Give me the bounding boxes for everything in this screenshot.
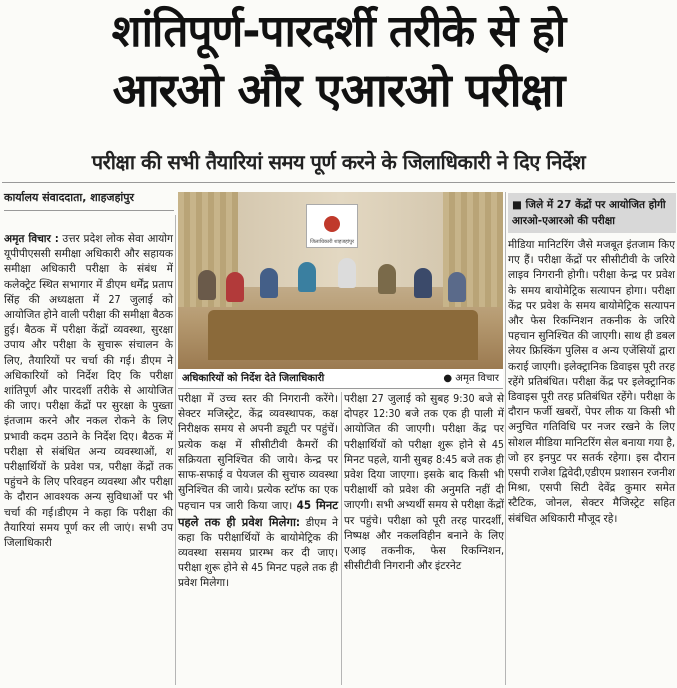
column-3-text: परीक्षा 27 जुलाई को सुबह 9:30 बजे से दोपहर 12:30 बजे तक एक ही पाली में आयोजित की जाएगी। परीक्षा केंद्र पर परीक्षार्थियों को परीक्षा शुरू होने से 45 मिनट पहले, यानी सुबह 8:45 बजे तक ही प्रवेश दिया जाएगा। इसके बाद किसी भी परीक्षार्थी को प्रवेश की अनुमति नहीं दी जाएगी। सभी अभ्यर्थी समय से परीक्षा केंद्रों पर पहुंचे। परीक्षा को पूरी तरह पारदर्शी, निष्पक्ष और नकलविहीन बनाने के लिए एआइ तकनीक, फेस रिकग्निशन, सीसीटीवी निगरानी और इंटरनेट	[344, 393, 504, 573]
column-divider	[175, 215, 176, 685]
column-divider	[505, 192, 506, 685]
person	[378, 264, 396, 294]
headline-line-1: शांतिपूर्ण-पारदर्शी तरीके से हो	[111, 6, 566, 57]
person	[414, 268, 432, 298]
news-photo	[178, 192, 503, 369]
headline-line-2: आरओ और एआरओ परीक्षा	[112, 63, 565, 117]
subheadline: परीक्षा की सभी तैयारियां समय पूर्ण करने के जिलाधिकारी ने दिए निर्देश	[91, 150, 586, 174]
person	[198, 270, 216, 300]
column-divider	[341, 392, 342, 685]
article-column-4	[508, 238, 675, 527]
column-2-text-continued: डीएम ने कहा कि परीक्षार्थियों के बायोमेट्रिक की व्यवस्था ससमय प्रारम्भ कर दी जाए। परीक्षा शुरू होने से 45 मिनट पहले तक ही प्रवेश मिलेगा।	[178, 516, 338, 590]
person	[226, 272, 244, 302]
byline: कार्यालय संवाददाता, शाहजहांपुर	[4, 191, 135, 204]
sidebar-headline: ■ जिले में 27 केंद्रों पर आयोजित होगी आरओ-एआरओ की परीक्षा	[508, 193, 676, 233]
photo-caption	[178, 369, 503, 389]
emblem-logo	[324, 216, 340, 232]
article-column-1	[4, 232, 173, 551]
banner-text: जिलाधिकारी शाहजहांपुर	[309, 239, 355, 245]
person	[298, 262, 316, 292]
article-column-2	[178, 392, 338, 592]
photo-credit: ● अमृत विचार	[443, 373, 499, 384]
divider	[2, 182, 675, 183]
person	[448, 272, 466, 302]
section-subtitle: 45 मिनट पहले तक ही प्रवेश मिलेगा:	[178, 498, 339, 529]
person	[338, 258, 356, 288]
article-column-3	[344, 392, 504, 574]
byline-divider	[4, 210, 174, 211]
column-1-text: उत्तर प्रदेश लोक सेवा आयोग यूपीपीएससी समीक्षा अधिकारी और सहायक समीक्षा अधिकारी परीक्षा के संबंध में कलेक्ट्रेट स्थित सभागार में डीएम धर्मेंद्र प्रताप सिंह की अध्यक्षता में 27 जुलाई को आयोजित होने वाली परीक्षा की समीक्षा बैठक हुई। बैठक में परीक्षा केंद्रों व्यवस्था, सुरक्षा उपाय और परीक्षा के सुचारू संचालन के लिए, तैयारियों पर चर्चा की गई। डीएम ने अधिकारियों को निर्देश दिए कि परीक्षा शांतिपूर्ण और पारदर्शी तरीके से आयोजित की जाए। परीक्षा केंद्रों पर सुरक्षा के पुख्ता इंतजाम करने और नकल रोकने के लिए प्रभावी कदम उठाने के निर्देश दिए। बैठक में परीक्षा से संबंधित अन्य व्यवस्थाओं, श परीक्षार्थियों के प्रवेश पत्र, परीक्षा केंद्रों तक पहुंचने के लिए परिवहन व्यवस्था और परीक्षा के दौरान आवश्यक अन्य सुविधाओं पर भी चर्चा की गई।डीएम ने कहा कि परीक्षा की तैयारियां समय पूर्ण कर ली जाएं। सभी उप जिलाधिकारी	[4, 233, 173, 550]
caption-text: अधिकारियों को निर्देश देते जिलाधिकारी	[182, 373, 325, 384]
conference-table	[208, 310, 478, 360]
column-2-text: परीक्षा में उच्च स्तर की निगरानी करेंगे। सेक्टर मजिस्ट्रेट, केंद्र व्यवस्थापक, कक्ष निरीक्षक समय से अपनी ड्यूटी पर पहुंचें। प्रत्येक कक्ष में सीसीटीवी कैमरों की सक्रियता सुनिश्चित की जाये। केन्द्र पर साफ-सफाई व पेयजल की सुचारु व्यवस्था सुनिश्चित की जाये। प्रत्येक स्टॉफ का एक पहचान पत्र जारी किया जाए।	[178, 393, 338, 513]
dateline: अमृत विचार :	[4, 233, 59, 245]
person	[260, 268, 278, 298]
column-4-text: मीडिया मानिटरिंग जैसे मजबूत इंतजाम किए गए हैं। परीक्षा केंद्रों पर सीसीटीवी के जरिये लाइव निगरानी होगी। परीक्षा केन्द्र पर प्रवेश के समय बायोमेट्रिक सत्यापन होगा। परीक्षा केंद्र पर प्रवेश के समय बायोमेट्रिक सत्यापन और फेस रिकग्निशन तकनीक के जरिये पहचान सुनिश्चित की जाएगी। साथ ही डबल लेयर फ्रिस्किंग पुलिस व अन्य एजेंसियों द्वारा कराई जाएगी। इलेक्ट्रानिक डिवाइस पूरी तरह रहेंगे प्रतिबंधित। परीक्षा केंद्र पर इलेक्ट्रानिक डिवाइस पूरी तरह प्रतिबंधित रहेंगे। परीक्षा के दौरान फर्जी खबरों, पेपर लीक या किसी भी अनुचित गतिविधि पर नजर रखने के लिए सोशल मीडिया मानिटरिंग सेल बनाया गया है, जो हर इनपुट पर सतर्क रहेगा। इस दौरान एसपी राजेश द्विवेदी,एडीएम प्रशासन रजनीश मिश्रा, एसपी सिटी देवेंद्र कुमार समेत स्टैटिक, जोनल, सेक्टर मैजिस्ट्रेट सहित संबंधित अधिकारी मौजूद रहे।	[508, 239, 675, 525]
